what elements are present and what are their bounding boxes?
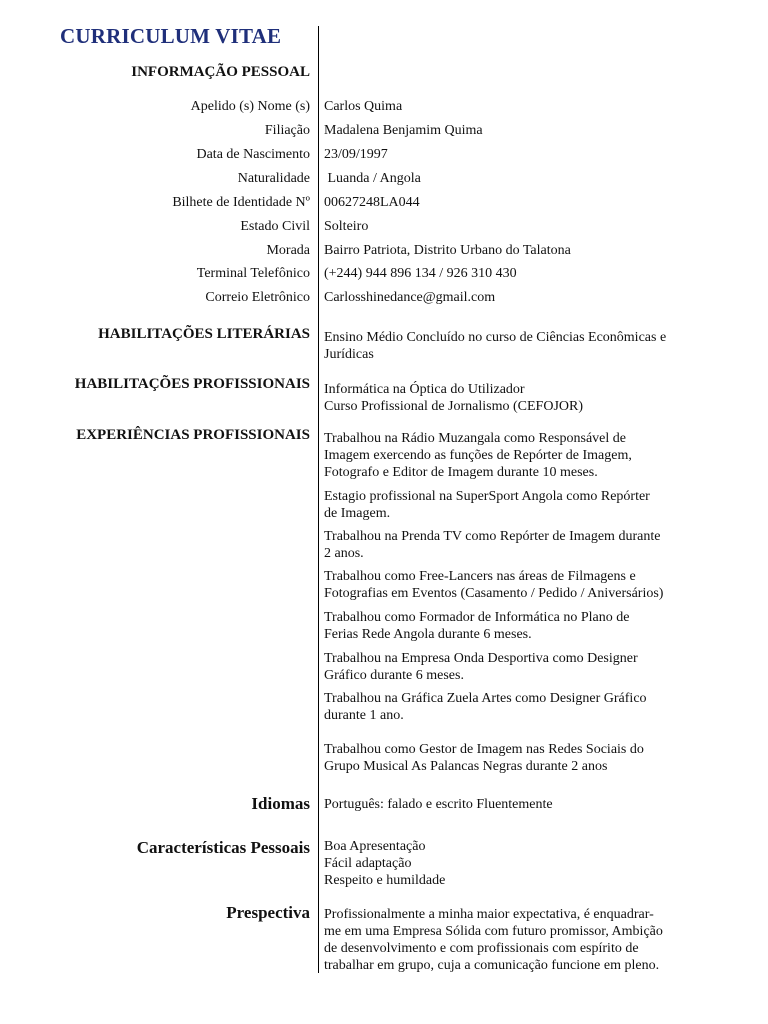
prespectiva-heading: Prespectiva <box>226 903 310 922</box>
experiencia-item <box>324 650 714 684</box>
prespectiva-line: Profissionalmente a minha maior expectativa, é enquadrar- <box>324 907 654 922</box>
literarias-block <box>324 329 714 363</box>
value-naturalidade: Luanda / Angola <box>324 171 421 186</box>
page-title: CURRICULUM VITAE <box>60 24 282 48</box>
experiencia-line: Trabalhou na Empresa Onda Desportiva como Designer <box>324 651 638 666</box>
profissionais-block <box>324 381 714 415</box>
caracteristica-line: Respeito e humildade <box>324 873 446 888</box>
personal-heading: INFORMAÇÃO PESSOAL <box>131 64 310 80</box>
experiencia-line: Estagio profissional na SuperSport Angola como Repórter <box>324 489 650 504</box>
literarias-line: Jurídicas <box>324 347 374 362</box>
caracteristicas-block <box>324 838 714 889</box>
experiencia-item <box>324 488 714 522</box>
label-filiacao: Filiação <box>264 123 310 138</box>
value-telefone: (+244) 944 896 134 / 926 310 430 <box>324 266 517 281</box>
experiencia-line: Fotografias em Eventos (Casamento / Pedido / Aniversários) <box>324 586 664 601</box>
caracteristicas-heading: Características Pessoais <box>136 838 310 857</box>
experiencia-line: Trabalhou como Gestor de Imagem nas Redes Sociais do <box>324 742 644 757</box>
experiencia-item <box>324 430 714 481</box>
column-divider <box>318 26 319 973</box>
caracteristica-line: Fácil adaptação <box>324 856 412 871</box>
experiencia-line: durante 1 ano. <box>324 708 404 723</box>
experiencia-line: Trabalhou como Free-Lancers nas áreas de Filmagens e <box>324 569 636 584</box>
value-name: Carlos Quima <box>324 99 403 114</box>
label-estado-civil: Estado Civil <box>240 219 310 234</box>
idiomas-line: Português: falado e escrito Fluentemente <box>324 797 553 812</box>
value-bilhete: 00627248LA044 <box>324 195 420 210</box>
label-morada: Morada <box>266 243 310 258</box>
literarias-heading: HABILITAÇÕES LITERÁRIAS <box>98 326 310 342</box>
experiencia-line: Fotografo e Editor de Imagem durante 10 meses. <box>324 465 598 480</box>
literarias-line: Ensino Médio Concluído no curso de Ciências Econômicas e <box>324 330 667 345</box>
experiencia-item <box>324 568 714 602</box>
experiencia-item <box>324 741 714 775</box>
label-telefone: Terminal Telefônico <box>196 266 310 281</box>
prespectiva-line: trabalhar em grupo, cuja a comunicação funcione em pleno. <box>324 958 660 973</box>
value-filiacao: Madalena Benjamim Quima <box>324 123 483 138</box>
prespectiva-block <box>324 906 714 974</box>
value-morada: Bairro Patriota, Distrito Urbano do Talatona <box>324 243 571 258</box>
experiencia-line: Trabalhou na Prenda TV como Repórter de Imagem durante <box>324 529 661 544</box>
experiencia-line: Grupo Musical As Palancas Negras durante 2 anos <box>324 759 608 774</box>
experiencia-line: Trabalhou na Gráfica Zuela Artes como Designer Gráfico <box>324 691 647 706</box>
experiencia-line: Trabalhou como Formador de Informática no Plano de <box>324 610 630 625</box>
value-email: Carlosshinedance@gmail.com <box>324 290 496 305</box>
experiencia-line: Gráfico durante 6 meses. <box>324 668 464 683</box>
experiencia-item <box>324 528 714 562</box>
experiencia-line: 2 anos. <box>324 546 364 561</box>
caracteristica-line: Boa Apresentação <box>324 839 426 854</box>
idiomas-block <box>324 796 714 813</box>
idiomas-heading: Idiomas <box>251 794 310 813</box>
experiencias-heading: EXPERIÊNCIAS PROFISSIONAIS <box>76 427 310 443</box>
value-nascimento: 23/09/1997 <box>324 147 388 162</box>
prespectiva-line: me em uma Empresa Sólida com futuro promissor, Ambição <box>324 924 663 939</box>
label-naturalidade: Naturalidade <box>237 171 310 186</box>
label-email: Correio Eletrônico <box>205 290 310 305</box>
experiencia-line: Ferias Rede Angola durante 6 meses. <box>324 627 532 642</box>
experiencia-line: Trabalhou na Rádio Muzangala como Responsável de <box>324 431 626 446</box>
profissionais-heading: HABILITAÇÕES PROFISSIONAIS <box>74 376 310 392</box>
label-name: Apelido (s) Nome (s) <box>190 99 310 114</box>
label-bilhete: Bilhete de Identidade Nº <box>172 195 310 210</box>
value-estado-civil: Solteiro <box>324 219 369 234</box>
label-nascimento: Data de Nascimento <box>196 147 310 162</box>
experiencia-line: Imagem exercendo as funções de Repórter de Imagem, <box>324 448 632 463</box>
profissionais-line: Curso Profissional de Jornalismo (CEFOJOR) <box>324 399 583 414</box>
profissionais-line: Informática na Óptica do Utilizador <box>324 382 525 397</box>
experiencia-item <box>324 690 714 724</box>
experiencia-line: de Imagem. <box>324 506 391 521</box>
prespectiva-line: de desenvolvimento e com profissionais com espírito de <box>324 941 639 956</box>
experiencia-item <box>324 609 714 643</box>
